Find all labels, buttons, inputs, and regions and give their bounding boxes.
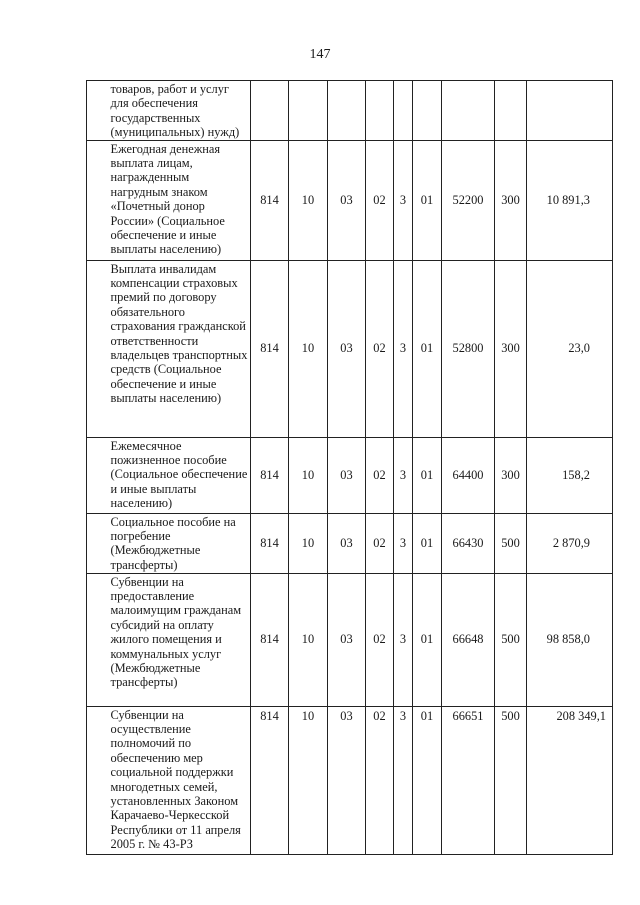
section-code-cell [289,81,328,141]
expense-type-code-cell: 300 [495,140,527,260]
subprogram-code-cell: 3 [394,573,413,706]
section-code-cell: 10 [289,573,328,706]
subsection-code-cell: 03 [328,513,366,573]
description-cell: Социальное пособие на погребение (Межбюджетные трансферты) [107,513,251,573]
description-cell: Ежегодная денежная выплата лицам, награжденным нагрудным знаком «Почетный донор России» (Социальное обеспечение и иные выплаты населению) [107,140,251,260]
section-code-cell: 10 [289,437,328,513]
table-row [87,706,613,854]
program-code-cell [366,81,394,141]
subsection-code-cell: 03 [328,573,366,706]
description-cell: товаров, работ и услуг для обеспечения государственных (муниципальных) нужд) [107,81,251,141]
ministry-code-cell: 814 [251,573,289,706]
subprogram-code-cell: 3 [394,260,413,437]
subsection-code-cell: 03 [328,437,366,513]
main-event-code-cell: 01 [413,706,442,854]
subsection-code-cell: 03 [328,706,366,854]
ministry-code-cell: 814 [251,140,289,260]
direction-code-cell: 66430 [442,513,495,573]
direction-code-cell: 64400 [442,437,495,513]
section-code-cell: 10 [289,513,328,573]
program-code-cell: 02 [366,140,394,260]
table-row [87,260,613,437]
ministry-code-cell: 814 [251,706,289,854]
table-row [87,573,613,706]
table-row [87,81,613,141]
expense-type-code-cell: 500 [495,706,527,854]
budget-table [86,80,613,855]
subprogram-code-cell: 3 [394,513,413,573]
program-code-cell: 02 [366,437,394,513]
amount-cell: 158,2 [527,437,613,513]
row-marker-cell [87,437,107,513]
expense-type-code-cell: 300 [495,260,527,437]
main-event-code-cell: 01 [413,260,442,437]
main-event-code-cell: 01 [413,573,442,706]
page-number: 147 [309,47,331,62]
table-row [87,513,613,573]
amount-cell: 2 870,9 [527,513,613,573]
amount-cell: 98 858,0 [527,573,613,706]
expense-type-code-cell [495,81,527,141]
table-row [87,437,613,513]
ministry-code-cell: 814 [251,260,289,437]
program-code-cell: 02 [366,260,394,437]
main-event-code-cell: 01 [413,140,442,260]
main-event-code-cell: 01 [413,437,442,513]
expense-type-code-cell: 500 [495,573,527,706]
subsection-code-cell [328,81,366,141]
description-cell: Выплата инвалидам компенсации страховых премий по договору обязательного страхования гражданской ответственности владельцев транспортных средств (Социальное обеспечение и иные выплаты населению) [107,260,251,437]
table-row [87,140,613,260]
expense-type-code-cell: 500 [495,513,527,573]
row-marker-cell [87,140,107,260]
description-cell: Субвенции на осуществление полномочий по обеспечению мер социальной поддержки многодетных семей, установленных Законом Карачаево-Черкесской Республики от 11 апреля 2005 г. № 43-РЗ [107,706,251,854]
main-event-code-cell [413,81,442,141]
amount-cell: 10 891,3 [527,140,613,260]
row-marker-cell [87,513,107,573]
row-marker-cell [87,573,107,706]
direction-code-cell [442,81,495,141]
ministry-code-cell: 814 [251,513,289,573]
amount-cell [527,81,613,141]
row-marker-cell [87,260,107,437]
subprogram-code-cell [394,81,413,141]
subsection-code-cell: 03 [328,140,366,260]
amount-cell: 23,0 [527,260,613,437]
expense-type-code-cell: 300 [495,437,527,513]
row-marker-cell [87,81,107,141]
direction-code-cell: 66648 [442,573,495,706]
ministry-code-cell: 814 [251,437,289,513]
direction-code-cell: 52200 [442,140,495,260]
subprogram-code-cell: 3 [394,706,413,854]
description-cell: Ежемесячное пожизненное пособие (Социальное обеспечение и иные выплаты населению) [107,437,251,513]
section-code-cell: 10 [289,706,328,854]
direction-code-cell: 52800 [442,260,495,437]
program-code-cell: 02 [366,513,394,573]
section-code-cell: 10 [289,140,328,260]
ministry-code-cell [251,81,289,141]
description-cell: Субвенции на предоставление малоимущим гражданам субсидий на оплату жилого помещения и коммунальных услуг (Межбюджетные трансферты) [107,573,251,706]
program-code-cell: 02 [366,573,394,706]
subprogram-code-cell: 3 [394,140,413,260]
direction-code-cell: 66651 [442,706,495,854]
amount-cell: 208 349,1 [527,706,613,854]
program-code-cell: 02 [366,706,394,854]
subprogram-code-cell: 3 [394,437,413,513]
subsection-code-cell: 03 [328,260,366,437]
section-code-cell: 10 [289,260,328,437]
row-marker-cell [87,706,107,854]
main-event-code-cell: 01 [413,513,442,573]
